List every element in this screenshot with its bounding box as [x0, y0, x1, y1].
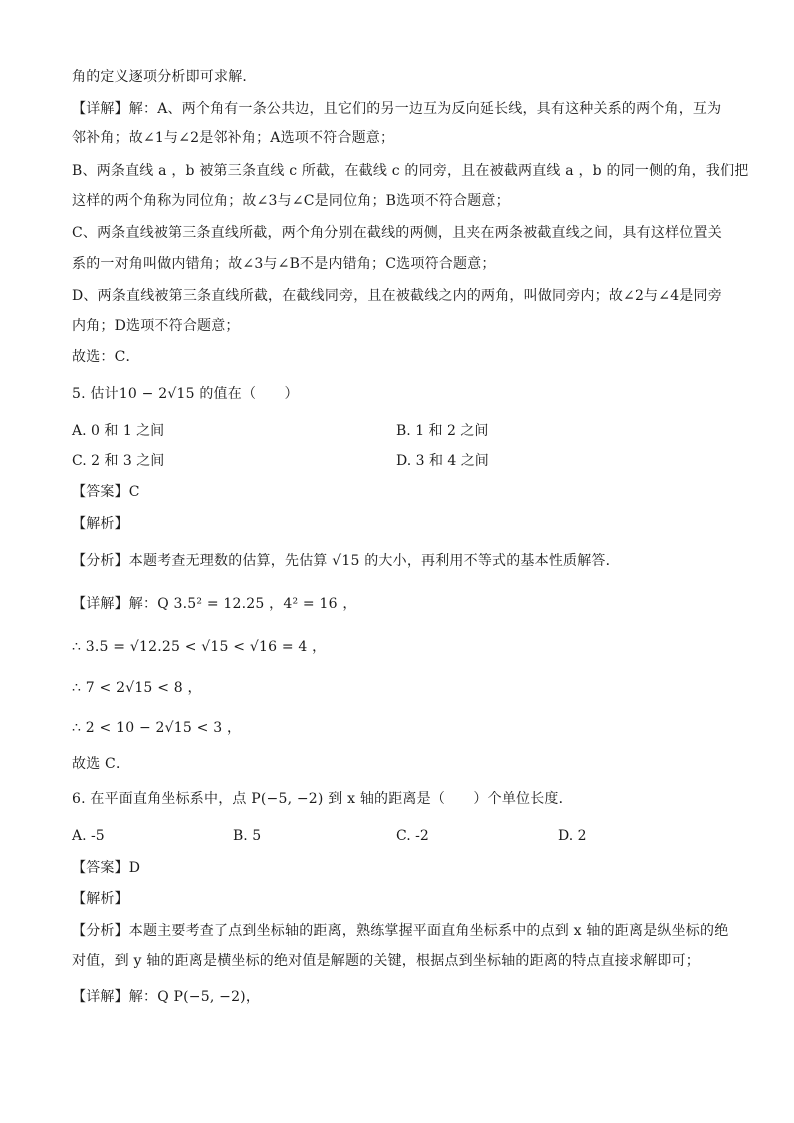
text-line: 【分析】本题考查无理数的估算，先估算 √15 的大小，再利用不等式的基本性质解答． — [72, 553, 620, 569]
math-line: ∴ 7 < 2√15 < 8 ， — [72, 680, 202, 696]
question-6: 6. 在平面直角坐标系中，点 P(−5, −2) 到 x 轴的距离是（ ）个单位长度． — [72, 791, 573, 807]
q5-option-d: D. 3 和 4 之间 — [396, 453, 489, 469]
question-5: 5. 估计10 − 2√15 的值在（ ） — [72, 386, 299, 402]
math-line: ∴ 2 < 10 − 2√15 < 3 ， — [72, 720, 242, 736]
text-line: 故选 C． — [72, 756, 131, 772]
text-line: C、两条直线被第三条直线所截，两个角分别在截线的两侧，且夹在两条被截直线之间，具有这样位置关 — [72, 225, 722, 241]
q6-option-a: A. -5 — [72, 828, 105, 844]
math-line: ∴ 3.5 = √12.25 < √15 < √16 = 4 ， — [72, 639, 327, 655]
math-line: 【详解】解：Q P(−5, −2)， — [72, 989, 261, 1005]
answer-label: 【答案】C — [72, 484, 140, 500]
math-line: 【详解】解：Q 3.5² = 12.25 ，4² = 16 ， — [72, 596, 357, 612]
text-line: 【详解】解：A、两个角有一条公共边，且它们的另一边互为反向延长线，具有这种关系的两个角，互为 — [72, 101, 722, 117]
text-line: 【分析】本题主要考查了点到坐标轴的距离，熟练掌握平面直角坐标系中的点到 x 轴的距离是纵坐标的绝 — [72, 923, 729, 939]
text-line: 对值，到 y 轴的距离是横坐标的绝对值是解题的关键，根据点到坐标轴的距离的特点直接求解即可； — [72, 953, 701, 969]
text-line: 内角；D选项不符合题意； — [72, 318, 240, 334]
analysis-label: 【解析】 — [72, 516, 129, 532]
q6-option-b: B. 5 — [233, 828, 262, 844]
text-line: B、两条直线 a ，b 被第三条直线 c 所截，在截线 c 的同旁，且在被截两直线 a ，b 的同一侧的角，我们把 — [72, 163, 749, 179]
text-line: 这样的两个角称为同位角；故∠3与∠C是同位角；B选项不符合题意； — [72, 193, 510, 209]
analysis-label: 【解析】 — [72, 891, 129, 907]
q6-option-c: C. -2 — [396, 828, 429, 844]
text-line: 故选：C． — [72, 349, 140, 365]
q5-option-b: B. 1 和 2 之间 — [396, 423, 489, 439]
text-line: D、两条直线被第三条直线所截，在截线同旁，且在被截线之内的两角，叫做同旁内；故∠2与∠4是同旁 — [72, 288, 722, 304]
text-line: 角的定义逐项分析即可求解． — [72, 69, 257, 85]
answer-label: 【答案】D — [72, 860, 141, 876]
q6-option-d: D. 2 — [558, 828, 587, 844]
text-line: 系的一对角叫做内错角；故∠3与∠B不是内错角；C选项符合题意； — [72, 256, 496, 272]
q5-option-c: C. 2 和 3 之间 — [72, 453, 165, 469]
text-line: 邻补角；故∠1与∠2是邻补角；A选项不符合题意； — [72, 130, 395, 146]
q5-option-a: A. 0 和 1 之间 — [72, 423, 165, 439]
